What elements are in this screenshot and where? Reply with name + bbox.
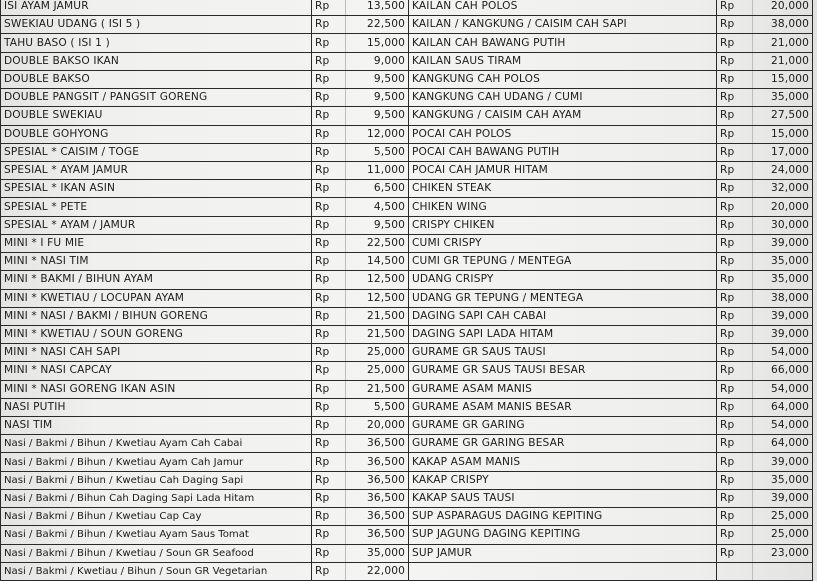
left-item-currency: Rp <box>312 417 346 435</box>
menu-row <box>1 526 813 544</box>
right-item-name: GURAME ASAM MANIS BESAR <box>409 398 717 416</box>
right-item-name: DAGING SAPI LADA HITAM <box>409 325 717 343</box>
right-item-currency: Rp <box>717 325 753 343</box>
menu-row <box>1 216 813 234</box>
left-item-price: 9,500 <box>346 89 409 107</box>
left-item-currency: Rp <box>312 143 346 161</box>
right-item-currency: Rp <box>717 344 753 362</box>
left-item-currency: Rp <box>312 453 346 471</box>
menu-row <box>1 307 813 325</box>
left-item-price: 21,500 <box>346 307 409 325</box>
left-item-price: 5,500 <box>346 143 409 161</box>
left-item-currency: Rp <box>312 289 346 307</box>
right-item-price: 25,000 <box>753 508 813 526</box>
menu-row <box>1 253 813 271</box>
left-item-price: 4,500 <box>346 198 409 216</box>
right-item-currency: Rp <box>717 398 753 416</box>
right-item-currency: Rp <box>717 307 753 325</box>
left-item-currency: Rp <box>312 489 346 507</box>
right-item-price: 35,000 <box>753 271 813 289</box>
right-item-price: 21,000 <box>753 34 813 52</box>
left-item-name: NASI TIM <box>1 417 312 435</box>
left-item-currency: Rp <box>312 34 346 52</box>
right-item-name: UDANG CRISPY <box>409 271 717 289</box>
left-item-currency: Rp <box>312 325 346 343</box>
left-item-currency: Rp <box>312 70 346 88</box>
right-item-price: 38,000 <box>753 289 813 307</box>
right-item-price: 39,000 <box>753 325 813 343</box>
left-item-currency: Rp <box>312 125 346 143</box>
right-item-price: 15,000 <box>753 70 813 88</box>
left-item-price: 20,000 <box>346 417 409 435</box>
left-item-name: MINI * NASI TIM <box>1 253 312 271</box>
right-item-price: 20,000 <box>753 198 813 216</box>
menu-row <box>1 398 813 416</box>
menu-row <box>1 380 813 398</box>
right-item-currency: Rp <box>717 107 753 125</box>
left-item-currency: Rp <box>312 198 346 216</box>
right-item-name: CHIKEN WING <box>409 198 717 216</box>
menu-row <box>1 471 813 489</box>
right-item-price: 15,000 <box>753 125 813 143</box>
right-item-name: KAILAN SAUS TIRAM <box>409 52 717 70</box>
left-item-name: Nasi / Bakmi / Bihun / Kwetiau / Soun GR Seafood <box>1 544 312 562</box>
left-item-price: 25,000 <box>346 362 409 380</box>
left-item-currency: Rp <box>312 52 346 70</box>
right-item-price: 35,000 <box>753 89 813 107</box>
left-item-price: 12,500 <box>346 271 409 289</box>
right-item-currency: Rp <box>717 417 753 435</box>
right-item-name: POCAI CAH JAMUR HITAM <box>409 161 717 179</box>
right-item-currency: Rp <box>717 526 753 544</box>
right-item-price: 66,000 <box>753 362 813 380</box>
right-item-name: SUP ASPARAGUS DAGING KEPITING <box>409 508 717 526</box>
left-item-name: MINI * NASI CAH SAPI <box>1 344 312 362</box>
left-item-currency: Rp <box>312 253 346 271</box>
left-item-currency: Rp <box>312 362 346 380</box>
left-item-name: DOUBLE SWEKIAU <box>1 107 312 125</box>
left-item-price: 13,500 <box>346 0 409 16</box>
menu-row <box>1 125 813 143</box>
left-item-price: 36,500 <box>346 508 409 526</box>
right-item-currency: Rp <box>717 16 753 34</box>
left-item-price: 5,500 <box>346 398 409 416</box>
left-item-price: 36,500 <box>346 526 409 544</box>
left-item-name: Nasi / Bakmi / Bihun / Kwetiau Ayam Saus Tomat <box>1 526 312 544</box>
menu-row <box>1 344 813 362</box>
left-item-name: SPESIAL * CAISIM / TOGE <box>1 143 312 161</box>
left-item-name: MINI * NASI GORENG IKAN ASIN <box>1 380 312 398</box>
right-item-currency: Rp <box>717 216 753 234</box>
left-item-currency: Rp <box>312 471 346 489</box>
right-item-price: 54,000 <box>753 344 813 362</box>
right-item-currency: Rp <box>717 125 753 143</box>
menu-row <box>1 435 813 453</box>
right-item-name: GURAME GR GARING <box>409 417 717 435</box>
left-item-currency: Rp <box>312 562 346 580</box>
right-item-name: CRISPY CHIKEN <box>409 216 717 234</box>
left-item-currency: Rp <box>312 271 346 289</box>
menu-row <box>1 271 813 289</box>
left-item-name: SWEKIAU UDANG ( ISI 5 ) <box>1 16 312 34</box>
left-item-price: 12,000 <box>346 125 409 143</box>
menu-row <box>1 489 813 507</box>
right-item-name: UDANG GR TEPUNG / MENTEGA <box>409 289 717 307</box>
right-item-currency: Rp <box>717 289 753 307</box>
right-item-price: 38,000 <box>753 16 813 34</box>
right-item-currency: Rp <box>717 161 753 179</box>
left-item-name: MINI * BAKMI / BIHUN AYAM <box>1 271 312 289</box>
left-item-name: TAHU BASO ( ISI 1 ) <box>1 34 312 52</box>
menu-row <box>1 544 813 562</box>
right-item-name: KAILAN / KANGKUNG / CAISIM CAH SAPI <box>409 16 717 34</box>
right-empty-cell <box>409 562 717 580</box>
right-item-price: 54,000 <box>753 417 813 435</box>
right-item-currency: Rp <box>717 453 753 471</box>
right-item-name: CUMI CRISPY <box>409 234 717 252</box>
right-item-currency: Rp <box>717 253 753 271</box>
menu-row <box>1 0 813 16</box>
menu-row <box>1 180 813 198</box>
right-item-price: 17,000 <box>753 143 813 161</box>
right-item-currency: Rp <box>717 198 753 216</box>
left-item-name: Nasi / Bakmi / Bihun / Kwetiau Cap Cay <box>1 508 312 526</box>
right-item-name: KANGKUNG CAH UDANG / CUMI <box>409 89 717 107</box>
menu-row <box>1 198 813 216</box>
menu-row <box>1 52 813 70</box>
right-item-name: GURAME GR SAUS TAUSI BESAR <box>409 362 717 380</box>
left-item-price: 9,000 <box>346 52 409 70</box>
menu-row <box>1 107 813 125</box>
right-item-price: 39,000 <box>753 453 813 471</box>
right-item-name: SUP JAGUNG DAGING KEPITING <box>409 526 717 544</box>
right-item-price: 21,000 <box>753 52 813 70</box>
left-item-name: DOUBLE BAKSO IKAN <box>1 52 312 70</box>
right-item-currency: Rp <box>717 271 753 289</box>
left-item-price: 14,500 <box>346 253 409 271</box>
menu-row <box>1 417 813 435</box>
right-item-currency: Rp <box>717 380 753 398</box>
right-item-currency: Rp <box>717 234 753 252</box>
menu-row <box>1 70 813 88</box>
right-item-name: DAGING SAPI CAH CABAI <box>409 307 717 325</box>
right-item-name: CUMI GR TEPUNG / MENTEGA <box>409 253 717 271</box>
right-item-currency: Rp <box>717 180 753 198</box>
left-item-currency: Rp <box>312 526 346 544</box>
right-item-currency: Rp <box>717 70 753 88</box>
menu-table-body <box>1 0 813 581</box>
menu-row <box>1 234 813 252</box>
left-item-currency: Rp <box>312 344 346 362</box>
right-item-price: 23,000 <box>753 544 813 562</box>
left-item-price: 6,500 <box>346 180 409 198</box>
right-item-name: POCAI CAH BAWANG PUTIH <box>409 143 717 161</box>
left-item-name: SPESIAL * AYAM JAMUR <box>1 161 312 179</box>
right-empty-cell <box>717 562 753 580</box>
left-item-name: Nasi / Bakmi / Bihun / Kwetiau Ayam Cah Cabai <box>1 435 312 453</box>
left-item-name: NASI PUTIH <box>1 398 312 416</box>
left-item-name: MINI * NASI / BAKMI / BIHUN GORENG <box>1 307 312 325</box>
left-item-name: DOUBLE BAKSO <box>1 70 312 88</box>
menu-row <box>1 508 813 526</box>
right-item-price: 39,000 <box>753 234 813 252</box>
left-item-price: 9,500 <box>346 70 409 88</box>
right-item-name: KANGKUNG CAH POLOS <box>409 70 717 88</box>
right-item-price: 20,000 <box>753 0 813 16</box>
right-item-currency: Rp <box>717 143 753 161</box>
left-item-currency: Rp <box>312 380 346 398</box>
menu-row <box>1 453 813 471</box>
right-item-price: 25,000 <box>753 526 813 544</box>
menu-row <box>1 161 813 179</box>
left-item-name: SPESIAL * PETE <box>1 198 312 216</box>
right-item-name: KAKAP ASAM MANIS <box>409 453 717 471</box>
right-item-currency: Rp <box>717 508 753 526</box>
right-item-price: 24,000 <box>753 161 813 179</box>
left-item-name: ISI AYAM JAMUR <box>1 0 312 16</box>
left-item-price: 12,500 <box>346 289 409 307</box>
right-item-name: CHIKEN STEAK <box>409 180 717 198</box>
left-item-price: 36,500 <box>346 471 409 489</box>
left-item-price: 36,500 <box>346 435 409 453</box>
right-item-price: 39,000 <box>753 307 813 325</box>
left-item-price: 11,000 <box>346 161 409 179</box>
left-item-currency: Rp <box>312 89 346 107</box>
left-item-price: 36,500 <box>346 489 409 507</box>
right-item-name: GURAME GR GARING BESAR <box>409 435 717 453</box>
right-item-name: KAILAN CAH POLOS <box>409 0 717 16</box>
left-item-currency: Rp <box>312 234 346 252</box>
right-item-name: GURAME GR SAUS TAUSI <box>409 344 717 362</box>
left-item-currency: Rp <box>312 544 346 562</box>
right-item-price: 64,000 <box>753 398 813 416</box>
right-item-currency: Rp <box>717 34 753 52</box>
left-item-name: Nasi / Bakmi / Bihun Cah Daging Sapi Lada Hitam <box>1 489 312 507</box>
left-item-name: MINI * KWETIAU / LOCUPAN AYAM <box>1 289 312 307</box>
right-item-price: 32,000 <box>753 180 813 198</box>
right-item-currency: Rp <box>717 362 753 380</box>
menu-row <box>1 89 813 107</box>
left-item-currency: Rp <box>312 216 346 234</box>
left-item-name: SPESIAL * IKAN ASIN <box>1 180 312 198</box>
right-item-name: SUP JAMUR <box>409 544 717 562</box>
right-item-currency: Rp <box>717 89 753 107</box>
right-item-price: 35,000 <box>753 253 813 271</box>
right-empty-cell <box>753 562 813 580</box>
left-item-name: MINI * NASI CAPCAY <box>1 362 312 380</box>
right-item-currency: Rp <box>717 435 753 453</box>
left-item-name: Nasi / Bakmi / Bihun / Kwetiau Cah Daging Sapi <box>1 471 312 489</box>
left-item-name: Nasi / Bakmi / Bihun / Kwetiau Ayam Cah Jamur <box>1 453 312 471</box>
right-item-name: GURAME ASAM MANIS <box>409 380 717 398</box>
left-item-price: 25,000 <box>346 344 409 362</box>
right-item-name: KAILAN CAH BAWANG PUTIH <box>409 34 717 52</box>
right-item-name: POCAI CAH POLOS <box>409 125 717 143</box>
left-item-currency: Rp <box>312 16 346 34</box>
left-item-currency: Rp <box>312 435 346 453</box>
left-item-name: SPESIAL * AYAM / JAMUR <box>1 216 312 234</box>
right-item-name: KAKAP CRISPY <box>409 471 717 489</box>
left-item-currency: Rp <box>312 508 346 526</box>
right-item-price: 39,000 <box>753 489 813 507</box>
menu-row <box>1 325 813 343</box>
left-item-currency: Rp <box>312 398 346 416</box>
menu-row <box>1 362 813 380</box>
left-item-name: MINI * KWETIAU / SOUN GORENG <box>1 325 312 343</box>
right-item-name: KANGKUNG / CAISIM CAH AYAM <box>409 107 717 125</box>
right-item-price: 35,000 <box>753 471 813 489</box>
right-item-price: 64,000 <box>753 435 813 453</box>
left-item-price: 21,500 <box>346 380 409 398</box>
menu-row <box>1 34 813 52</box>
right-item-name: KAKAP SAUS TAUSI <box>409 489 717 507</box>
right-item-price: 54,000 <box>753 380 813 398</box>
left-item-price: 22,500 <box>346 234 409 252</box>
left-item-price: 22,000 <box>346 562 409 580</box>
menu-row <box>1 562 813 580</box>
left-item-price: 15,000 <box>346 34 409 52</box>
left-item-price: 21,500 <box>346 325 409 343</box>
left-item-price: 35,000 <box>346 544 409 562</box>
right-item-currency: Rp <box>717 544 753 562</box>
left-item-price: 9,500 <box>346 107 409 125</box>
left-item-price: 22,500 <box>346 16 409 34</box>
right-item-currency: Rp <box>717 0 753 16</box>
left-item-name: DOUBLE PANGSIT / PANGSIT GORENG <box>1 89 312 107</box>
left-item-price: 36,500 <box>346 453 409 471</box>
left-item-currency: Rp <box>312 161 346 179</box>
menu-row <box>1 143 813 161</box>
right-item-price: 27,500 <box>753 107 813 125</box>
left-item-currency: Rp <box>312 0 346 16</box>
right-item-currency: Rp <box>717 471 753 489</box>
left-item-price: 9,500 <box>346 216 409 234</box>
menu-row <box>1 289 813 307</box>
left-item-name: MINI * I FU MIE <box>1 234 312 252</box>
right-item-currency: Rp <box>717 489 753 507</box>
left-item-currency: Rp <box>312 107 346 125</box>
left-item-name: DOUBLE GOHYONG <box>1 125 312 143</box>
left-item-currency: Rp <box>312 180 346 198</box>
left-item-name: Nasi / Bakmi / Kwetiau / Bihun / Soun GR Vegetarian <box>1 562 312 580</box>
right-item-currency: Rp <box>717 52 753 70</box>
menu-row <box>1 16 813 34</box>
left-item-currency: Rp <box>312 307 346 325</box>
right-item-price: 30,000 <box>753 216 813 234</box>
